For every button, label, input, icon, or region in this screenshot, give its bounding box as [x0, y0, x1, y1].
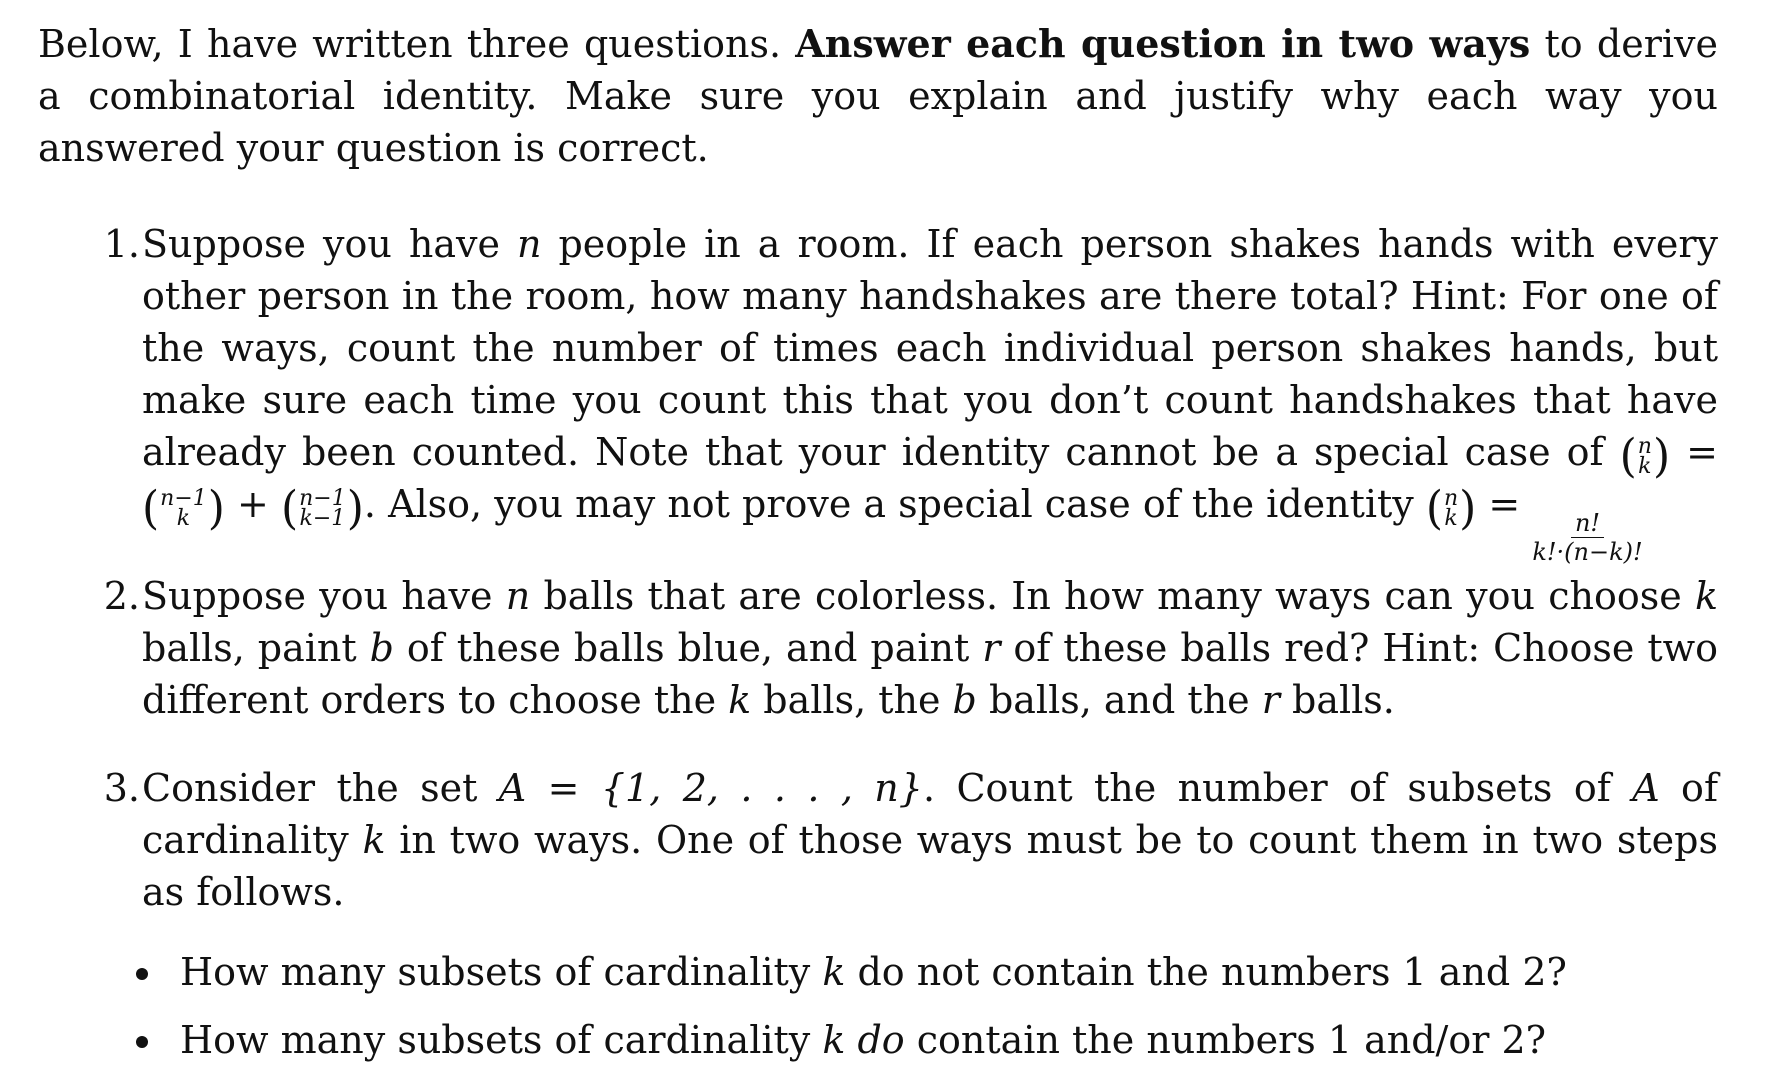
q2-var-r-2: r — [1261, 678, 1280, 722]
q2-var-k-2: k — [728, 678, 752, 722]
binom2-top: n−1 — [160, 486, 207, 511]
q3-text-1: Consider the set — [142, 766, 499, 810]
bullet-dot-icon — [136, 1036, 148, 1048]
question-3 — [88, 762, 1718, 1082]
binom2-bottom: k — [176, 506, 191, 531]
binomial-n-k: ( n k ) — [1619, 429, 1671, 484]
bullet-1-text-a: How many subsets of cardinality — [180, 950, 823, 994]
q2-text-5: of these balls red? Hint: Choose two different orders to choose the — [142, 626, 1719, 722]
fraction-denominator: k!·(n−k)! — [1532, 538, 1643, 566]
binom1-top: n — [1637, 434, 1652, 459]
bullet-item — [88, 946, 1718, 998]
question-3-number: 3. — [103, 766, 140, 810]
question-3-bullet-list — [88, 946, 1718, 1066]
question-3-body — [142, 762, 1718, 918]
q2-var-b-2: b — [952, 678, 977, 722]
question-1-body — [142, 218, 1718, 564]
binom1-bottom: k — [1638, 454, 1652, 479]
q1-var-n: n — [516, 222, 542, 266]
q2-var-k: k — [1694, 574, 1719, 618]
question-2-body — [142, 570, 1718, 726]
bullet-2-emphasis-do: do — [845, 1018, 905, 1062]
q2-text-6: balls, the — [751, 678, 953, 722]
binom3-bottom: k−1 — [299, 506, 346, 531]
bullet-item — [88, 1014, 1718, 1066]
question-1 — [88, 218, 1718, 564]
q1-equals-2: = — [1476, 482, 1533, 526]
q2-var-n: n — [505, 574, 531, 618]
q1-text-b: people in a room. If each person shakes hands with every other person in the room, how many handshakes are there total? Hint: For one of the ways, count the number of times each individual person shakes hands, but make sure each time you count this that you don’t count handshakes that have already been counted. Note that your identity cannot be a special case of — [142, 222, 1718, 474]
q2-text-3: balls, paint — [142, 626, 370, 670]
intro-bold-instruction: Answer each question in two ways — [795, 21, 1531, 66]
intro-text-start: Below, I have written three questions. — [38, 22, 796, 66]
q3-set-definition: A = {1, 2, . . . , n} — [498, 766, 923, 810]
binom4-bottom: k — [1444, 506, 1458, 531]
intro-text-end: to derive a combinatorial identity. Make sure you explain and justify why each way you answered your question is correct. — [38, 22, 1718, 170]
q2-var-b: b — [369, 626, 394, 670]
q1-text-a: Suppose you have — [142, 222, 517, 266]
binomial-n-minus-1-k-minus-1: ( n−1 k−1 ) — [280, 481, 364, 536]
q2-text-4: of these balls blue, and paint — [393, 626, 983, 670]
fraction-numerator: n! — [1571, 511, 1604, 538]
bullet-2-text-a: How many subsets of cardinality — [180, 1018, 823, 1062]
q1-plus: + — [224, 482, 281, 526]
intro-paragraph — [38, 18, 1718, 174]
question-1-number: 1. — [103, 222, 140, 266]
bullet-2-text-b: contain the numbers 1 and/or 2? — [904, 1018, 1547, 1062]
question-2 — [88, 570, 1718, 726]
bullet-1-text-b: do not contain the numbers 1 and 2? — [845, 950, 1567, 994]
q1-text-c: . Also, you may not prove a special case of the identity — [363, 482, 1426, 526]
factorial-fraction — [1532, 511, 1642, 564]
q3-text-3: of cardinality — [142, 766, 1719, 862]
q3-var-a: A — [1632, 766, 1660, 810]
binomial-n-minus-1-k: ( n−1 k ) — [142, 481, 225, 536]
q2-text-2: balls that are colorless. In how many ways can you choose — [530, 574, 1695, 618]
q3-text-4: in two ways. One of those ways must be to count them in two steps as follows. — [142, 818, 1718, 914]
q2-text-1: Suppose you have — [142, 574, 506, 618]
q3-text-2: . Count the number of subsets of — [922, 766, 1633, 810]
bullet-dot-icon — [136, 968, 148, 980]
binomial-n-k-second: ( n k ) — [1425, 481, 1477, 536]
binom3-top: n−1 — [299, 486, 346, 511]
q2-var-r: r — [982, 626, 1001, 670]
question-2-number: 2. — [103, 574, 140, 618]
q3-var-k: k — [362, 818, 386, 862]
q1-equals: = — [1670, 430, 1718, 474]
q2-text-7: balls, and the — [976, 678, 1262, 722]
bullet-2-var-k: k — [822, 1018, 846, 1062]
binom4-top: n — [1444, 486, 1459, 511]
bullet-1-var-k: k — [822, 950, 846, 994]
q2-text-8: balls. — [1279, 678, 1395, 722]
